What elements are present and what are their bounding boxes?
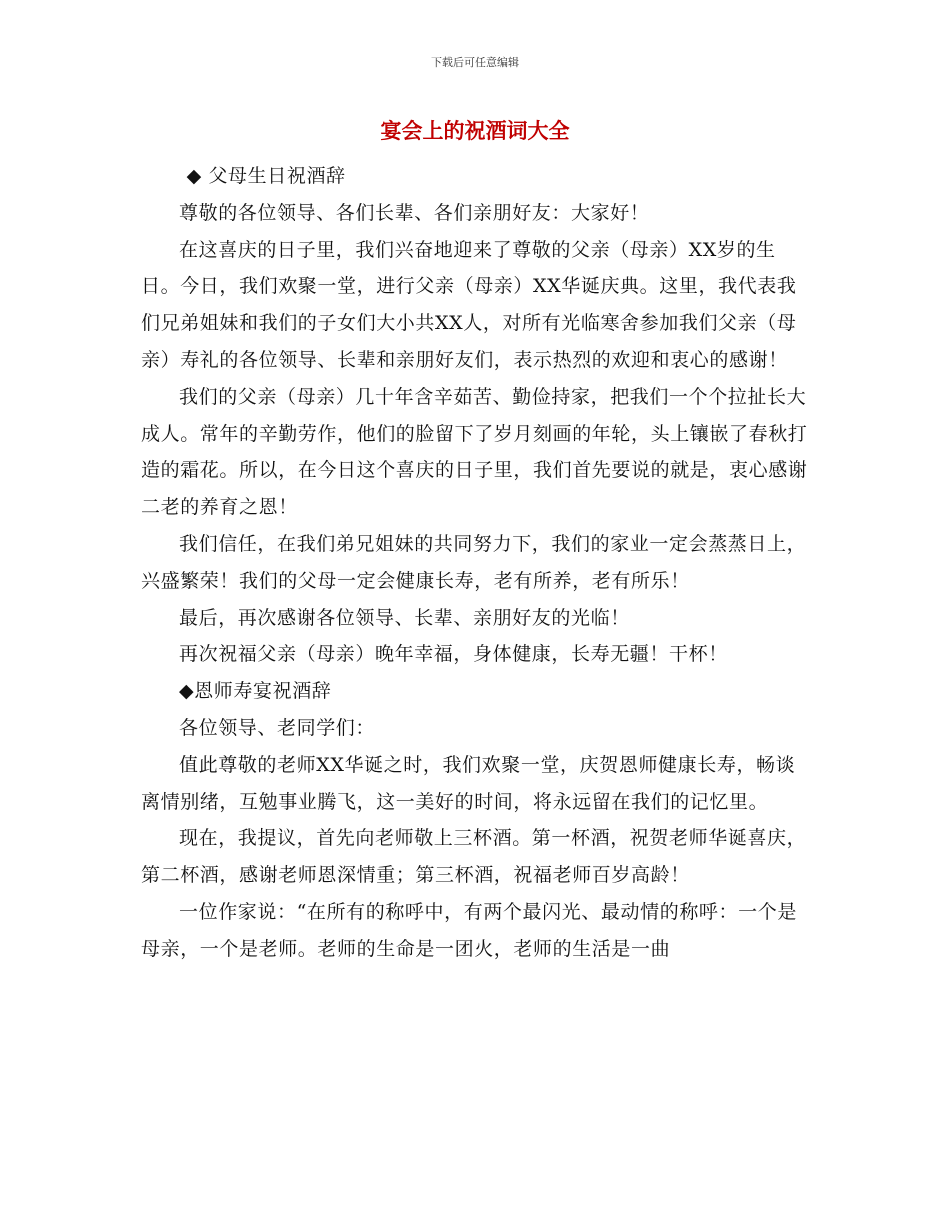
greeting-paragraph: 尊敬的各位领导、各们长辈、各们亲朋好友：大家好！ [179, 201, 650, 224]
body-paragraph: 现在，我提议，首先向老师敬上三杯酒。第一杯酒，祝贺老师华诞喜庆，第二杯酒，感谢老师恩深情重；第三杯酒，祝福老师百岁高龄！ [141, 827, 807, 887]
document-body [141, 158, 811, 968]
document-title: 宴会上的祝酒词大全 [380, 119, 570, 143]
body-paragraph: 在这喜庆的日子里，我们兴奋地迎来了尊敬的父亲（母亲）XX岁的生日。今日，我们欢聚一堂，进行父亲（母亲）XX华诞庆典。这里，我代表我们兄弟姐妹和我们的子女们大小共XX人，对所有光临寒舍参加我们父亲（母亲）寿礼的各位领导、长辈和亲朋好友们，表示热烈的欢迎和衷心的感谢！ [141, 238, 797, 371]
header-note: 下载后可任意编辑 [431, 56, 519, 69]
body-paragraph: 再次祝福父亲（母亲）晚年幸福，身体健康，长寿无疆！干杯！ [179, 643, 728, 666]
greeting-paragraph: 各位领导、老同学们： [179, 716, 376, 739]
body-paragraph: 一位作家说：“在所有的称呼中，有两个最闪光、最动情的称呼：一个是母亲，一个是老师。老师的生命是一团火，老师的生活是一曲 [141, 900, 797, 960]
body-paragraph: 最后，再次感谢各位领导、长辈、亲朋好友的光临！ [179, 606, 630, 629]
body-paragraph: 我们的父亲（母亲）几十年含辛茹苦、勤俭持家，把我们一个个拉扯长大成人。常年的辛勤劳作，他们的脸留下了岁月刻画的年轮，头上镶嵌了春秋打造的霜花。所以，在今日这个喜庆的日子里，我们首先要说的就是，衷心感谢二老的养育之恩！ [141, 385, 808, 519]
section-heading-teacher-birthday: ◆恩师寿宴祝酒辞 [179, 680, 332, 703]
body-paragraph: 我们信任，在我们弟兄姐妹的共同努力下，我们的家业一定会蒸蒸日上，兴盛繁荣！我们的父母一定会健康长寿，老有所养，老有所乐！ [141, 532, 807, 592]
section-heading-parents-birthday: ◆ 父母生日祝酒辞 [186, 165, 346, 187]
body-paragraph: 值此尊敬的老师XX华诞之时，我们欢聚一堂，庆贺恩师健康长寿，畅谈离情别绪，互勉事业腾飞，这一美好的时间，将永远留在我们的记忆里。 [141, 753, 796, 813]
